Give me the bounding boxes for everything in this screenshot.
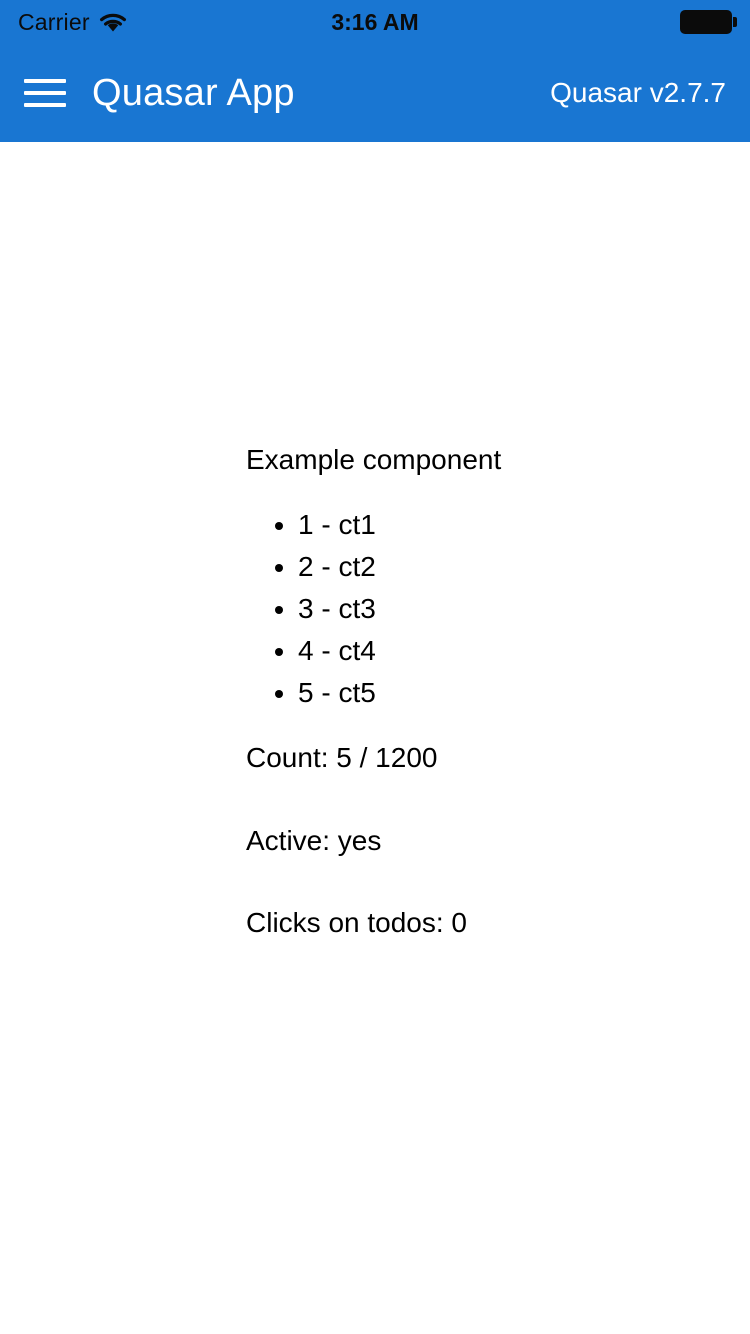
menu-icon-bar [24, 103, 66, 107]
wifi-icon [98, 11, 128, 33]
hamburger-menu-icon[interactable] [24, 76, 66, 110]
example-component [246, 442, 710, 942]
page-container [0, 142, 750, 1334]
status-bar-right [680, 10, 732, 34]
status-bar-left [18, 9, 128, 36]
list-item[interactable]: • 2 - ct2 [298, 546, 710, 588]
menu-icon-bar [24, 79, 66, 83]
count-label: Count: 5 / 1200 [246, 742, 438, 774]
app-toolbar [0, 44, 750, 142]
clicks-label: Clicks on todos: 0 [246, 907, 467, 939]
carrier-label: Carrier [18, 8, 90, 35]
component-title: Example component [246, 444, 502, 475]
list-item[interactable]: • 4 - ct4 [298, 630, 710, 672]
active-label: Active: yes [246, 824, 382, 856]
todo-list [246, 504, 710, 714]
app-title: Quasar App [92, 71, 295, 114]
list-item[interactable]: • 5 - ct5 [298, 672, 710, 714]
list-item[interactable]: • 1 - ct1 [298, 504, 710, 546]
menu-icon-bar [24, 91, 66, 95]
list-item[interactable]: • 3 - ct3 [298, 588, 710, 630]
app-version-label: Quasar v2.7.7 [550, 77, 726, 108]
battery-full-icon [680, 10, 732, 34]
status-bar [0, 0, 750, 44]
status-bar-clock: 3:16 AM [331, 8, 419, 35]
